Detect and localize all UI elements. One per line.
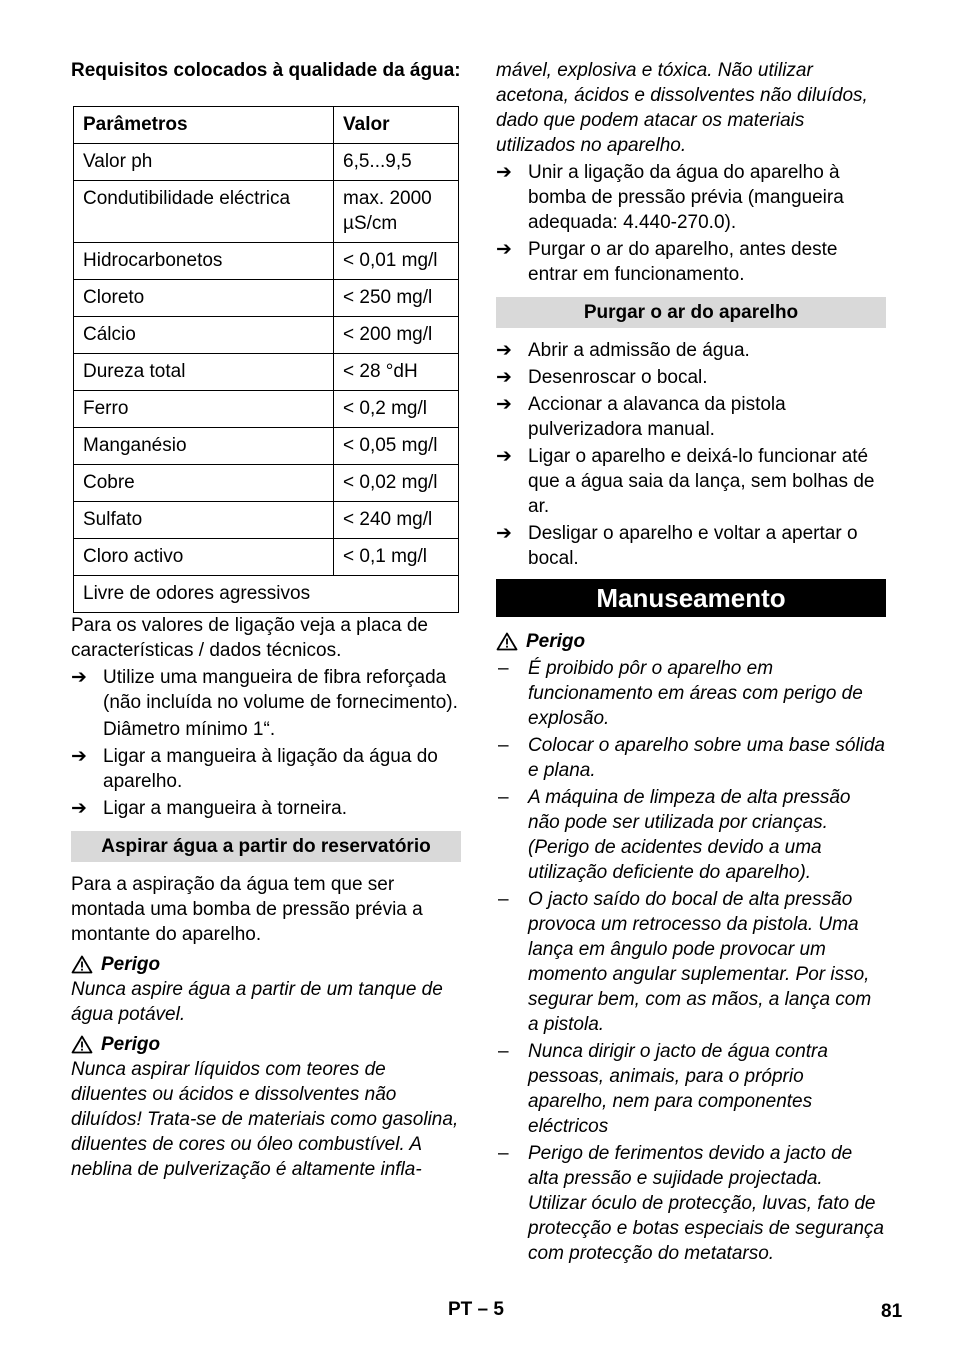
list-item bbox=[496, 237, 886, 287]
table-header-row bbox=[74, 107, 459, 144]
param-cell: Sulfato bbox=[74, 502, 334, 539]
value-cell: < 200 mg/l bbox=[334, 317, 459, 354]
warning-title: Perigo bbox=[101, 1034, 161, 1055]
param-cell: Cobre bbox=[74, 465, 334, 502]
dash-bullet: – bbox=[498, 787, 509, 808]
warning-text: Nunca aspire água a partir de um tanque de água potável. bbox=[71, 979, 443, 1025]
list-item bbox=[496, 160, 886, 235]
list-item bbox=[496, 1141, 886, 1266]
list-item bbox=[496, 785, 886, 885]
step-text: Abrir a admissão de água. bbox=[528, 340, 750, 361]
warning-title: Perigo bbox=[526, 631, 586, 652]
arrow-icon: ➔ bbox=[496, 446, 512, 467]
param-cell: Ferro bbox=[74, 391, 334, 428]
param-cell: Dureza total bbox=[74, 354, 334, 391]
step-text: Ligar a mangueira à ligação da água do aparelho. bbox=[103, 746, 438, 792]
list-item bbox=[71, 744, 461, 794]
list-item bbox=[496, 338, 886, 363]
warning-text-continued: mável, explosiva e tóxica. Não utilizar acetona, ácidos e dissolventes não diluídos, dado que podem atacar os materiais utilizados no aparelho. bbox=[496, 60, 868, 156]
table-row bbox=[74, 465, 459, 502]
value-cell: < 250 mg/l bbox=[334, 280, 459, 317]
table-row bbox=[74, 391, 459, 428]
arrow-icon: ➔ bbox=[496, 239, 512, 260]
value-cell: < 0,1 mg/l bbox=[334, 539, 459, 576]
table-row bbox=[74, 428, 459, 465]
list-item bbox=[71, 665, 461, 715]
warning-label bbox=[496, 629, 886, 654]
page-number: 81 bbox=[881, 1301, 903, 1322]
water-quality-table bbox=[73, 106, 459, 613]
safety-text: O jacto saído do bocal de alta pressão provoca um retrocesso da pistola. Uma lança em ângulo pode provocar um momento angular suplementar. Por isso, segurar bem, com as mãos, a lança com a pistola. bbox=[528, 889, 872, 1035]
param-cell: Manganésio bbox=[74, 428, 334, 465]
connection-values-text: Para os valores de ligação veja a placa de características / dados técnicos. bbox=[71, 615, 429, 661]
list-item bbox=[496, 392, 886, 442]
arrow-icon: ➔ bbox=[71, 746, 87, 767]
arrow-icon: ➔ bbox=[496, 340, 512, 361]
section-heading: Manuseamento bbox=[496, 579, 886, 617]
warning-title: Perigo bbox=[101, 954, 161, 975]
param-cell: Cloro activo bbox=[74, 539, 334, 576]
list-item bbox=[496, 733, 886, 783]
table-footer-cell: Livre de odores agressivos bbox=[74, 576, 459, 613]
warning-icon bbox=[71, 955, 93, 974]
table-header-cell: Valor bbox=[334, 107, 459, 144]
table-footer-row bbox=[74, 576, 459, 613]
value-cell: < 0,05 mg/l bbox=[334, 428, 459, 465]
arrow-icon: ➔ bbox=[71, 667, 87, 688]
table-row bbox=[74, 317, 459, 354]
warning-label bbox=[71, 1032, 461, 1057]
step-text: Ligar o aparelho e deixá-lo funcionar até que a água saia da lança, sem bolhas de ar. bbox=[528, 446, 875, 517]
arrow-icon: ➔ bbox=[496, 523, 512, 544]
dash-bullet: – bbox=[498, 735, 509, 756]
safety-text: A máquina de limpeza de alta pressão não pode ser utilizada por crianças. (Perigo de acidentes devido a uma utilização deficiente do aparelho). bbox=[528, 787, 851, 883]
left-column bbox=[71, 58, 461, 1182]
table-row bbox=[74, 181, 459, 243]
param-cell: Valor ph bbox=[74, 144, 334, 181]
step-text: Desligar o aparelho e voltar a apertar o bocal. bbox=[528, 523, 858, 569]
value-cell: < 0,01 mg/l bbox=[334, 243, 459, 280]
warning-icon bbox=[496, 632, 518, 651]
list-item bbox=[496, 365, 886, 390]
list-item bbox=[496, 1039, 886, 1139]
right-column bbox=[496, 58, 886, 1266]
list-item bbox=[496, 887, 886, 1037]
water-quality-heading: Requisitos colocados à qualidade da água: bbox=[71, 60, 461, 81]
table-row bbox=[74, 243, 459, 280]
param-cell: Condutibilidade eléctrica bbox=[74, 181, 334, 243]
step-text: Ligar a mangueira à torneira. bbox=[103, 798, 347, 819]
arrow-icon: ➔ bbox=[71, 798, 87, 819]
value-cell: < 0,02 mg/l bbox=[334, 465, 459, 502]
value-cell: < 28 °dH bbox=[334, 354, 459, 391]
list-item bbox=[496, 444, 886, 519]
safety-text: É proibido pôr o aparelho em funcionamento em áreas com perigo de explosão. bbox=[528, 658, 863, 729]
dash-bullet: – bbox=[498, 1143, 509, 1164]
table-row bbox=[74, 539, 459, 576]
table-row bbox=[74, 280, 459, 317]
step-note: Diâmetro mínimo 1“. bbox=[103, 719, 276, 740]
suction-text: Para a aspiração da água tem que ser montada uma bomba de pressão prévia a montante do aparelho. bbox=[71, 874, 423, 945]
section-subheading: Purgar o ar do aparelho bbox=[496, 297, 886, 328]
section-subheading: Aspirar água a partir do reservatório bbox=[71, 831, 461, 862]
param-cell: Cloreto bbox=[74, 280, 334, 317]
arrow-icon: ➔ bbox=[496, 367, 512, 388]
list-item bbox=[496, 656, 886, 731]
safety-text: Nunca dirigir o jacto de água contra pessoas, animais, para o próprio aparelho, nem para componentes eléctricos bbox=[528, 1041, 828, 1137]
list-item bbox=[496, 521, 886, 571]
param-cell: Hidrocarbonetos bbox=[74, 243, 334, 280]
step-text: Unir a ligação da água do aparelho à bomba de pressão prévia (mangueira adequada: 4.440-270.0). bbox=[528, 162, 844, 233]
step-text: Utilize uma mangueira de fibra reforçada (não incluída no volume de fornecimento). bbox=[103, 667, 458, 713]
safety-text: Colocar o aparelho sobre uma base sólida e plana. bbox=[528, 735, 885, 781]
dash-bullet: – bbox=[498, 1041, 509, 1062]
value-cell: < 240 mg/l bbox=[334, 502, 459, 539]
step-text: Accionar a alavanca da pistola pulverizadora manual. bbox=[528, 394, 786, 440]
table-row bbox=[74, 502, 459, 539]
warning-label bbox=[71, 952, 461, 977]
page-footer-code: PT – 5 bbox=[448, 1299, 504, 1320]
param-cell: Cálcio bbox=[74, 317, 334, 354]
table-row bbox=[74, 354, 459, 391]
list-item bbox=[71, 796, 461, 821]
warning-text: Nunca aspirar líquidos com teores de diluentes ou ácidos e dissolventes não diluídos! Trata-se de materiais como gasolina, diluentes de cores ou óleo combustível. A neblina de pulverização é altamente infla- bbox=[71, 1059, 459, 1180]
step-text: Desenroscar o bocal. bbox=[528, 367, 708, 388]
safety-text: Perigo de ferimentos devido a jacto de alta pressão e sujidade projectada. Utilizar óculo de protecção, luvas, fato de protecção e botas especiais de segurança com protecção do metatarso. bbox=[528, 1143, 884, 1264]
dash-bullet: – bbox=[498, 658, 509, 679]
arrow-icon: ➔ bbox=[496, 394, 512, 415]
arrow-icon: ➔ bbox=[496, 162, 512, 183]
table-header-cell: Parâmetros bbox=[74, 107, 334, 144]
value-cell: 6,5...9,5 bbox=[334, 144, 459, 181]
value-cell: < 0,2 mg/l bbox=[334, 391, 459, 428]
step-text: Purgar o ar do aparelho, antes deste entrar em funcionamento. bbox=[528, 239, 838, 285]
warning-icon bbox=[71, 1035, 93, 1054]
table-row bbox=[74, 144, 459, 181]
dash-bullet: – bbox=[498, 889, 509, 910]
value-cell: max. 2000 µS/cm bbox=[334, 181, 459, 243]
